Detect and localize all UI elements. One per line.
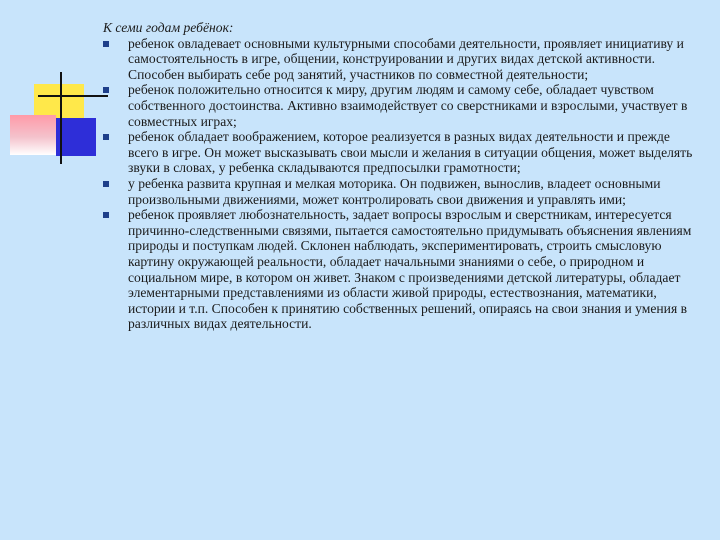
decor-vertical-line	[60, 72, 62, 164]
list-item	[103, 36, 703, 83]
list-item-text: ребенок обладает воображением, которое реализуется в разных видах деятельности и прежде всего в игре. Он может высказывать свои мысли и желания в ситуации общения, может выделять звуки в словах, у ребенка складываются предпосылки грамотности;	[128, 129, 693, 176]
list-item	[103, 82, 703, 129]
list-item-text: у ребенка развита крупная и мелкая моторика. Он подвижен, вынослив, владеет основными произвольными движениями, может контролировать свои движения и управлять ими;	[128, 175, 661, 207]
decor-pink-square	[10, 115, 56, 155]
square-bullet-icon	[103, 212, 109, 218]
square-bullet-icon	[103, 134, 109, 140]
square-bullet-icon	[103, 41, 109, 47]
square-bullet-icon	[103, 87, 109, 93]
slide-heading: К семи годам ребёнок:	[103, 20, 234, 35]
decor-blue-square	[56, 118, 96, 156]
bullet-list	[103, 36, 703, 332]
slide-content	[103, 20, 703, 332]
list-item-text: ребенок проявляет любознательность, задает вопросы взрослым и сверстникам, интересуется причинно-следственными связями, пытается самостоятельно придумывать объяснения явлениям природы и поступкам людей. Склонен наблюдать, экспериментировать, строить смысловую картину окружающей реальности, обладает начальными знаниями о себе, о природном и социальном мире, в котором он живет. Знаком с произведениями детской литературы, обладает элементарными представлениями из области живой природы, естествознания, математики, истории и т.п. Способен к принятию собственных решений, опираясь на свои знания и умения в различных видах деятельности.	[128, 207, 692, 332]
list-item	[103, 176, 703, 207]
list-item-text: ребенок овладевает основными культурными способами деятельности, проявляет инициативу и самостоятельность в игре, общении, конструировании и других видах детской активности. Способен выбирать себе род занятий, участников по совместной деятельности;	[128, 35, 684, 82]
decor-horizontal-line	[38, 95, 108, 97]
list-item	[103, 129, 703, 176]
list-item-text: ребенок положительно относится к миру, другим людям и самому себе, обладает чувством собственного достоинства. Активно взаимодействует со сверстниками и взрослыми, участвует в совместных играх;	[128, 82, 688, 129]
square-bullet-icon	[103, 181, 109, 187]
list-item	[103, 207, 703, 332]
